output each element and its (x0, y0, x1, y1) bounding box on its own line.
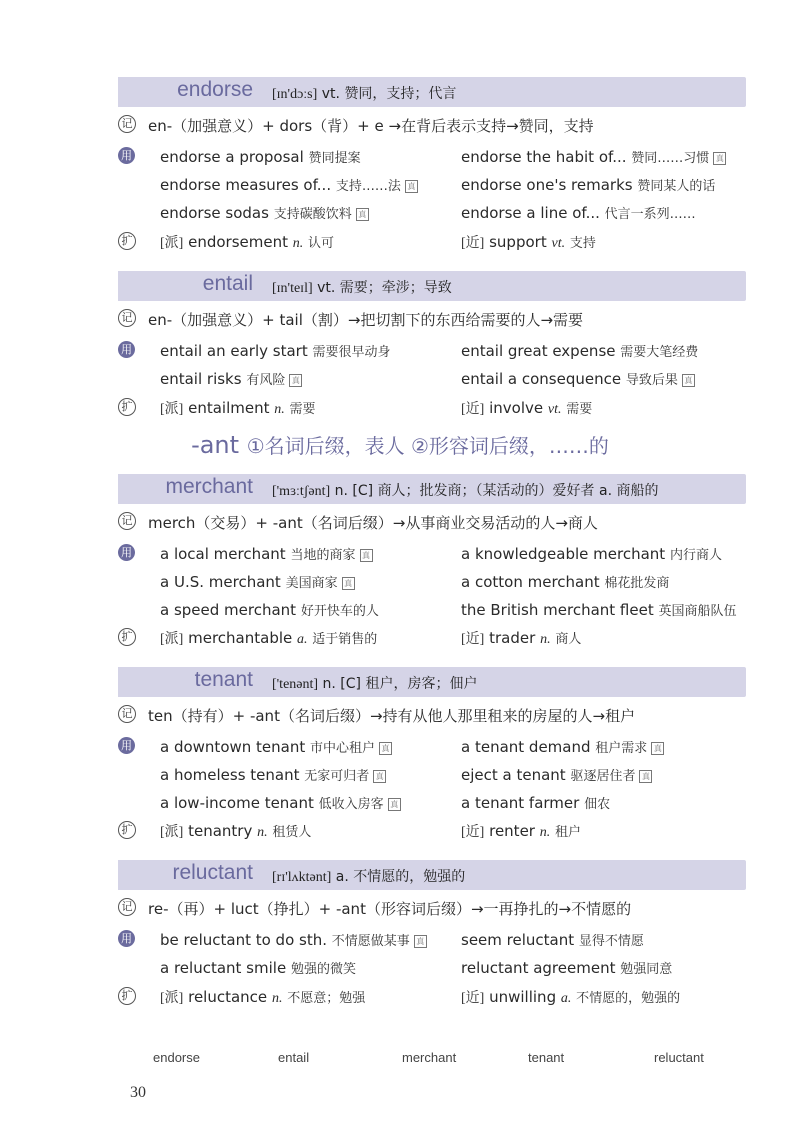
usage-item: endorse sodas 支持碳酸饮料 真 (160, 203, 369, 222)
entry-header (118, 474, 746, 504)
usage-item: a knowledgeable merchant 内行商人 (461, 545, 722, 563)
usage-item: a U.S. merchant 美国商家 真 (160, 572, 355, 591)
phonetic: ['tenənt] (272, 677, 319, 692)
definition (272, 480, 659, 500)
suffix-description: ①名词后缀，表人 ②形容词后缀，……的 (246, 434, 609, 458)
entry-endorse (118, 77, 746, 251)
definition (272, 866, 465, 886)
derived-word: [派] merchantable a. 适于销售的 (160, 629, 378, 647)
usage-item: entail risks 有风险 真 (160, 369, 302, 388)
part-of-speech-2: a. (599, 483, 613, 499)
meaning: 需要；牵涉；导致 (339, 280, 452, 296)
usage-item: a tenant farmer 佃农 (461, 794, 611, 812)
derived-word: [派] reluctance n. 不愿意；勉强 (160, 988, 366, 1006)
usage-item: a tenant demand 租户需求 真 (461, 737, 664, 756)
exam-mark-icon: 真 (414, 935, 427, 948)
suffix: -ant (191, 431, 240, 459)
usage-item: endorse a proposal 赞同提案 (160, 148, 361, 166)
exam-mark-icon: 真 (639, 770, 652, 783)
footer-word: tenant (528, 1050, 565, 1065)
usage-item: a local merchant 当地的商家 真 (160, 544, 373, 563)
headword: entail (202, 272, 253, 295)
memory-badge-icon: 记 (118, 115, 136, 133)
extension-badge-icon: 扩 (118, 628, 136, 646)
usage-badge-icon: 用 (118, 930, 135, 947)
entry-tenant (118, 667, 746, 840)
usage-item: a speed merchant 好开快车的人 (160, 601, 379, 619)
usage-item: be reluctant to do sth. 不情愿做某事 真 (160, 930, 427, 949)
headword: tenant (194, 668, 253, 691)
extension-badge-icon: 扩 (118, 232, 136, 250)
derived-word: [派] endorsement n. 认可 (160, 233, 335, 251)
headword: endorse (177, 78, 253, 101)
meaning: 赞同，支持；代言 (344, 86, 457, 102)
footer-word: merchant (402, 1050, 457, 1065)
part-of-speech: a. (335, 869, 349, 885)
memory-badge-icon: 记 (118, 512, 136, 530)
part-of-speech: vt. (321, 86, 340, 102)
usage-item: a reluctant smile 勉强的微笑 (160, 959, 356, 977)
suffix-section-title (0, 430, 800, 459)
memory-badge-icon: 记 (118, 309, 136, 327)
exam-mark-icon: 真 (682, 374, 695, 387)
usage-item: a low-income tenant 低收入房客 真 (160, 793, 401, 812)
usage-item: a cotton merchant 棉花批发商 (461, 573, 670, 591)
etymology: merch（交易）+ -ant（名词后缀）→从事商业交易活动的人→商人 (148, 514, 598, 532)
definition (272, 277, 452, 297)
extension-badge-icon: 扩 (118, 987, 136, 1005)
headword: reluctant (172, 861, 253, 884)
usage-badge-icon: 用 (118, 341, 135, 358)
usage-item: the British merchant fleet 英国商船队伍 (461, 601, 737, 619)
part-of-speech: n. [C] (334, 483, 374, 499)
exam-mark-icon: 真 (342, 577, 355, 590)
exam-mark-icon: 真 (360, 549, 373, 562)
derived-word: [派] tenantry n. 租赁人 (160, 822, 312, 840)
exam-mark-icon: 真 (289, 374, 302, 387)
usage-badge-icon: 用 (118, 147, 135, 164)
phonetic: [rɪ'lʌktənt] (272, 870, 332, 885)
usage-item: entail a consequence 导致后果 真 (461, 369, 695, 388)
exam-mark-icon: 真 (379, 742, 392, 755)
usage-item: eject a tenant 驱逐居住者 真 (461, 765, 652, 784)
usage-item: endorse a line of... 代言一系列…… (461, 204, 696, 222)
exam-mark-icon: 真 (356, 208, 369, 221)
usage-item: a downtown tenant 市中心租户 真 (160, 737, 392, 756)
entry-header (118, 667, 746, 697)
usage-item: reluctant agreement 勉强同意 (461, 959, 673, 977)
memory-badge-icon: 记 (118, 898, 136, 916)
synonym: [近] unwilling a. 不情愿的，勉强的 (461, 988, 681, 1006)
definition (272, 673, 477, 693)
meaning: 租户，房客；佃户 (365, 676, 478, 692)
usage-item: entail an early start 需要很早动身 (160, 342, 391, 360)
footer-word: entail (278, 1050, 310, 1065)
exam-mark-icon: 真 (405, 180, 418, 193)
part-of-speech: vt. (317, 280, 336, 296)
usage-item: seem reluctant 显得不情愿 (461, 931, 644, 949)
footer-word: reluctant (654, 1050, 704, 1065)
meaning-2: 商船的 (616, 483, 659, 499)
part-of-speech: n. [C] (322, 676, 361, 692)
extension-badge-icon: 扩 (118, 821, 136, 839)
page-number: 30 (130, 1084, 146, 1101)
derived-word: [派] entailment n. 需要 (160, 399, 316, 417)
usage-item: endorse one's remarks 赞同某人的话 (461, 176, 716, 194)
synonym: [近] renter n. 租户 (461, 822, 582, 840)
entry-header (118, 860, 746, 890)
meaning: 商人；批发商；（某活动的）爱好者 (377, 483, 595, 499)
usage-item: endorse the habit of... 赞同……习惯 真 (461, 147, 726, 166)
extension-badge-icon: 扩 (118, 398, 136, 416)
etymology: re-（再）+ luct（挣扎）+ -ant（形容词后缀）→一再挣扎的→不情愿的 (148, 900, 632, 918)
etymology: ten（持有）+ -ant（名词后缀）→持有从他人那里租来的房屋的人→租户 (148, 707, 636, 725)
phonetic: [ɪn'teɪl] (272, 281, 313, 296)
usage-badge-icon: 用 (118, 544, 135, 561)
entry-entail (118, 271, 746, 417)
exam-mark-icon: 真 (373, 770, 386, 783)
definition (272, 83, 456, 103)
usage-item: endorse measures of... 支持……法 真 (160, 175, 418, 194)
entry-header (118, 77, 746, 107)
phonetic: [ɪn'dɔːs] (272, 87, 318, 102)
exam-mark-icon: 真 (713, 152, 726, 165)
synonym: [近] support vt. 支持 (461, 233, 596, 251)
usage-item: entail great expense 需要大笔经费 (461, 342, 699, 360)
entry-header (118, 271, 746, 301)
headword: merchant (165, 475, 253, 498)
usage-item: a homeless tenant 无家可归者 真 (160, 765, 386, 784)
etymology: en-（加强意义）+ tail（割）→把切割下的东西给需要的人→需要 (148, 311, 584, 329)
memory-badge-icon: 记 (118, 705, 136, 723)
meaning: 不情愿的，勉强的 (353, 869, 466, 885)
entry-merchant (118, 474, 746, 647)
phonetic: ['mɜːtʃənt] (272, 484, 331, 499)
exam-mark-icon: 真 (651, 742, 664, 755)
synonym: [近] involve vt. 需要 (461, 399, 593, 417)
exam-mark-icon: 真 (388, 798, 401, 811)
etymology: en-（加强意义）+ dors（背）+ e →在背后表示支持→赞同，支持 (148, 117, 594, 135)
entry-reluctant (118, 860, 746, 1006)
footer-word: endorse (153, 1050, 200, 1065)
synonym: [近] trader n. 商人 (461, 629, 582, 647)
usage-badge-icon: 用 (118, 737, 135, 754)
